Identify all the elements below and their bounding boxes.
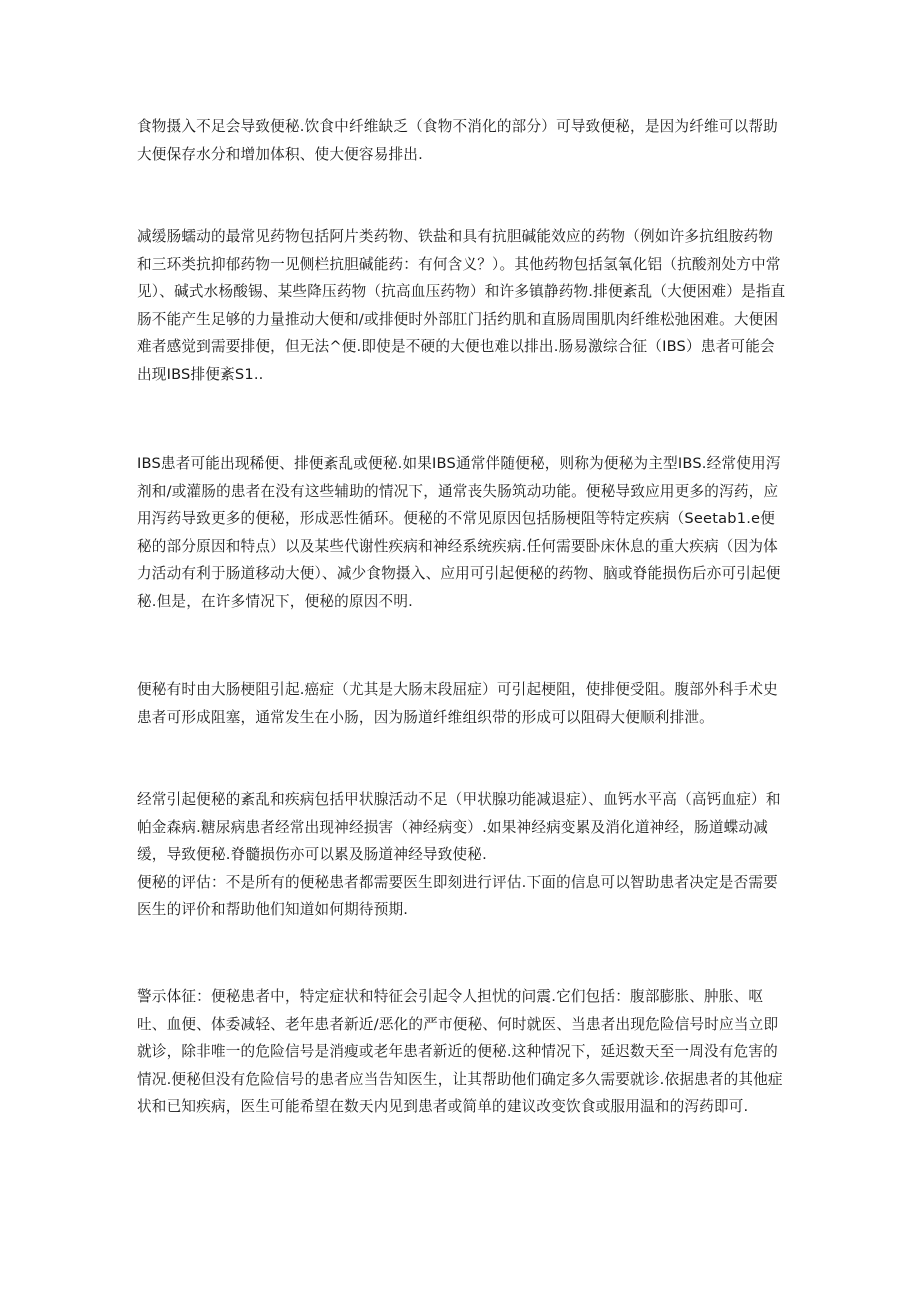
paragraph-diet: 食物摄入不足会导致便秘.饮食中纤维缺乏（食物不消化的部分）可导致便秘，是因为纤维可以帮助大便保存水分和增加体积、使大便容易排出. bbox=[137, 118, 778, 163]
paragraph-ibs: IBS患者可能出现稀便、排便紊乱或便秘.如果IBS通常伴随便秘，则称为便秘为主型IBS.经常使用泻剂和/或灌肠的患者在没有这些辅助的情况下，通常丧失肠筑动功能。便秘导致应用更多的泻药，应用泻药导致更多的便秘，形成恶性循环。便秘的不常见原因包括肠梗阻等特定疾病（Seetab1.e便秘的部分原因和特点）以及某些代谢性疾病和神经系统疾病.任何需要卧床休息的重大疾病（因为体力活动有利于肠道移动大便）、减少食物摄入、应用可引起便秘的药物、脑或脊能损伤后亦可引起便秘.但是，在许多情况下，便秘的原因不明. bbox=[137, 455, 781, 610]
paragraph-warning-signs: 警示体征：便秘患者中，特定症状和特征会引起令人担忧的问震.它们包括：腹部膨胀、肿胀、呕吐、血便、体委减轻、老年患者新近/恶化的严市便秘、何时就医、当患者出现危险信号时应当立即就诊，除非唯一的危险信号是消瘦或老年患者新近的便秘.这种情况下，延迟数天至一周没有危害的情况.便秘但没有危险信号的患者应当告知医生，让其帮助他们确定多久需要就诊.依据患者的其他症状和已知疾病，医生可能希望在数天内见到患者或简单的建议改变饮食或服用温和的泻药即可. bbox=[137, 988, 783, 1115]
paragraph-medications: 减缓肠蠕动的最常见药物包括阿片类药物、铁盐和具有抗胆碱能效应的药物（例如许多抗组胺药物和三环类抗抑郁药物一见侧栏抗胆碱能药：有何含义？）。其他药物包括氢氧化铝（抗酸剂处方中常见）、碱式水杨酸锡、某些降压药物（抗高血压药物）和许多镇静药物.排便紊乱（大便困难）是指直肠不能产生足够的力量推动大便和/或排便时外部肛门括约肌和直肠周围肌肉纤维松弛困难。大便困难者感觉到需要排便，但无法^便.即使是不硬的大便也难以排出.肠易激综合征（IBS）患者可能会出现IBS排便紊S1.. bbox=[137, 228, 786, 383]
paragraph-obstruction: 便秘有时由大肠梗阻引起.癌症（尤其是大肠末段屈症）可引起梗阻，使排便受阻。腹部外科手术史患者可形成阻塞，通常发生在小肠，因为肠道纤维组织带的形成可以阻碍大便顺利排泄。 bbox=[137, 681, 778, 726]
paragraph-diseases-evaluation: 经常引起便秘的紊乱和疾病包括甲状腺活动不足（甲状腺功能减退症）、血钙水平高（高钙血症）和帕金森病.糖尿病患者经常出现神经损害（神经病变）.如果神经病变累及消化道神经，肠道蝶动减缓，导致便秘.脊髓损伤亦可以累及肠道神经导致使秘. 便秘的评估：不是所有的便秘患者都需要医生即刻进行评估.下面的信息可以智助患者决定是否需要医生的评价和帮助他们知道如何期待预期. bbox=[137, 791, 781, 918]
